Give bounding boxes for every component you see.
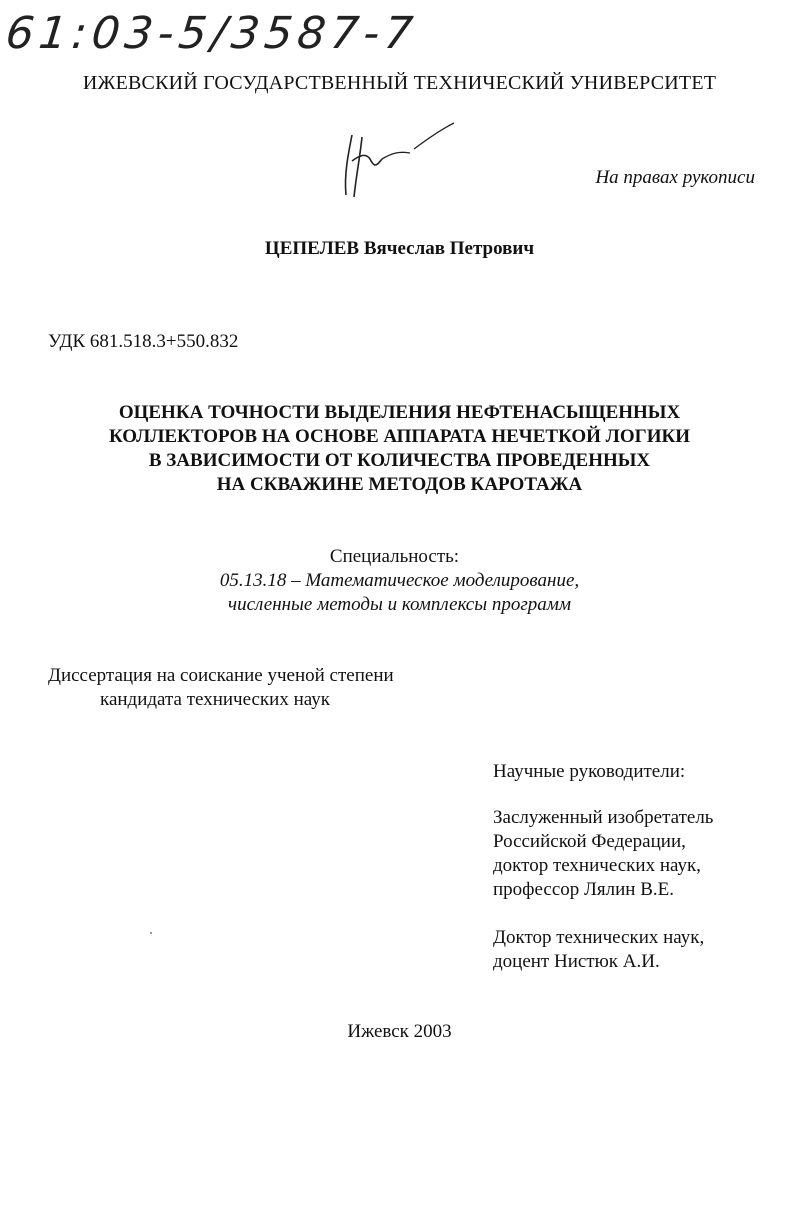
author-name: ЦЕПЕЛЕВ Вячеслав Петрович <box>264 238 535 259</box>
manuscript-rights-note: На правах рукописи <box>595 167 755 188</box>
title-line: ОЦЕНКА ТОЧНОСТИ ВЫДЕЛЕНИЯ НЕФТЕНАСЫЩЕННЫХ <box>118 402 681 423</box>
specialty-code: 05.13.18 – Математическое моделирование, <box>219 570 580 591</box>
udc-code: УДК 681.518.3+550.832 <box>48 331 239 352</box>
handwritten-catalog-code: 61:03-5/3587-7 <box>3 8 421 59</box>
title-line: КОЛЛЕКТОРОВ НА ОСНОВЕ АППАРАТА НЕЧЕТКОЙ ЛОГИКИ <box>108 426 691 447</box>
degree-line: кандидата технических наук <box>100 689 330 710</box>
dissertation-title <box>0 401 799 497</box>
degree-block <box>48 664 468 712</box>
signature-mark <box>330 115 470 205</box>
advisor-line: доцент Нистюк А.И. <box>493 951 660 972</box>
university-name: ИЖЕВСКИЙ ГОСУДАРСТВЕННЫЙ ТЕХНИЧЕСКИЙ УНИВЕРСИТЕТ <box>82 72 717 94</box>
advisors-heading: Научные руководители: <box>493 761 686 782</box>
specialty-label: Специальность: <box>329 546 460 567</box>
title-line: В ЗАВИСИМОСТИ ОТ КОЛИЧЕСТВА ПРОВЕДЕННЫХ <box>148 450 651 471</box>
advisor-line: доктор технических наук, <box>493 855 701 876</box>
advisor-line: профессор Лялин В.Е. <box>493 879 674 900</box>
advisor-line: Российской Федерации, <box>493 831 686 852</box>
advisor-line: Доктор технических наук, <box>493 927 705 948</box>
degree-line: Диссертация на соискание ученой степени <box>48 665 394 686</box>
specialty-block <box>0 545 799 617</box>
scan-speck <box>150 932 152 934</box>
advisors-block <box>493 760 793 974</box>
specialty-name: численные методы и комплексы программ <box>228 594 571 615</box>
title-line: НА СКВАЖИНЕ МЕТОДОВ КАРОТАЖА <box>216 474 583 495</box>
advisor-line: Заслуженный изобретатель <box>493 807 714 828</box>
city-year: Ижевск 2003 <box>347 1021 452 1042</box>
